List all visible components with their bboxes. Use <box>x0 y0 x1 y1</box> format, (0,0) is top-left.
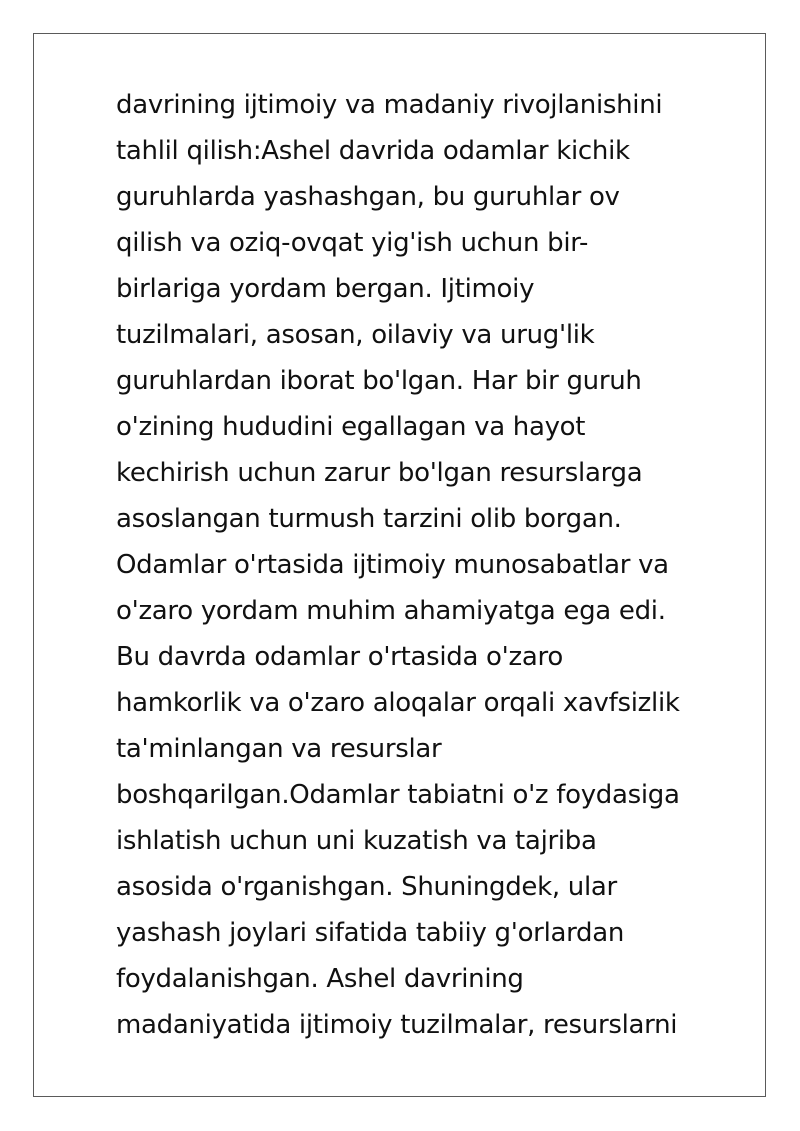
document-page <box>33 33 766 1097</box>
text-line: birlariga yordam bergan. Ijtimoiy <box>116 274 535 304</box>
text-line: kechirish uchun zarur bo'lgan resurslarga <box>116 458 643 488</box>
text-line: hamkorlik va o'zaro aloqalar orqali xavfsizlik <box>116 688 680 718</box>
text-line: asosida o'rganishgan. Shuningdek, ular <box>116 872 617 902</box>
text-line: o'zaro yordam muhim ahamiyatga ega edi. <box>116 596 666 626</box>
text-line: guruhlarda yashashgan, bu guruhlar ov <box>116 182 620 212</box>
text-line: qilish va oziq-ovqat yig'ish uchun bir- <box>116 228 589 258</box>
text-line: boshqarilgan.Odamlar tabiatni o'z foydasiga <box>116 780 680 810</box>
text-line: foydalanishgan. Ashel davrining <box>116 964 524 994</box>
text-line: davrining ijtimoiy va madaniy rivojlanishini <box>116 90 663 120</box>
text-line: ishlatish uchun uni kuzatish va tajriba <box>116 826 597 856</box>
text-line: asoslangan turmush tarzini olib borgan. <box>116 504 622 534</box>
text-line: guruhlardan iborat bo'lgan. Har bir guruh <box>116 366 642 396</box>
text-line: yashash joylari sifatida tabiiy g'orlardan <box>116 918 625 948</box>
text-line: ta'minlangan va resurslar <box>116 734 442 764</box>
text-line: Bu davrda odamlar o'rtasida o'zaro <box>116 642 563 672</box>
body-paragraph <box>116 82 756 1048</box>
text-line: o'zining hududini egallagan va hayot <box>116 412 586 442</box>
text-line: Odamlar o'rtasida ijtimoiy munosabatlar va <box>116 550 669 580</box>
text-line: madaniyatida ijtimoiy tuzilmalar, resurslarni <box>116 1010 678 1040</box>
text-line: tuzilmalari, asosan, oilaviy va urug'lik <box>116 320 595 350</box>
text-line: tahlil qilish:Ashel davrida odamlar kichik <box>116 136 630 166</box>
